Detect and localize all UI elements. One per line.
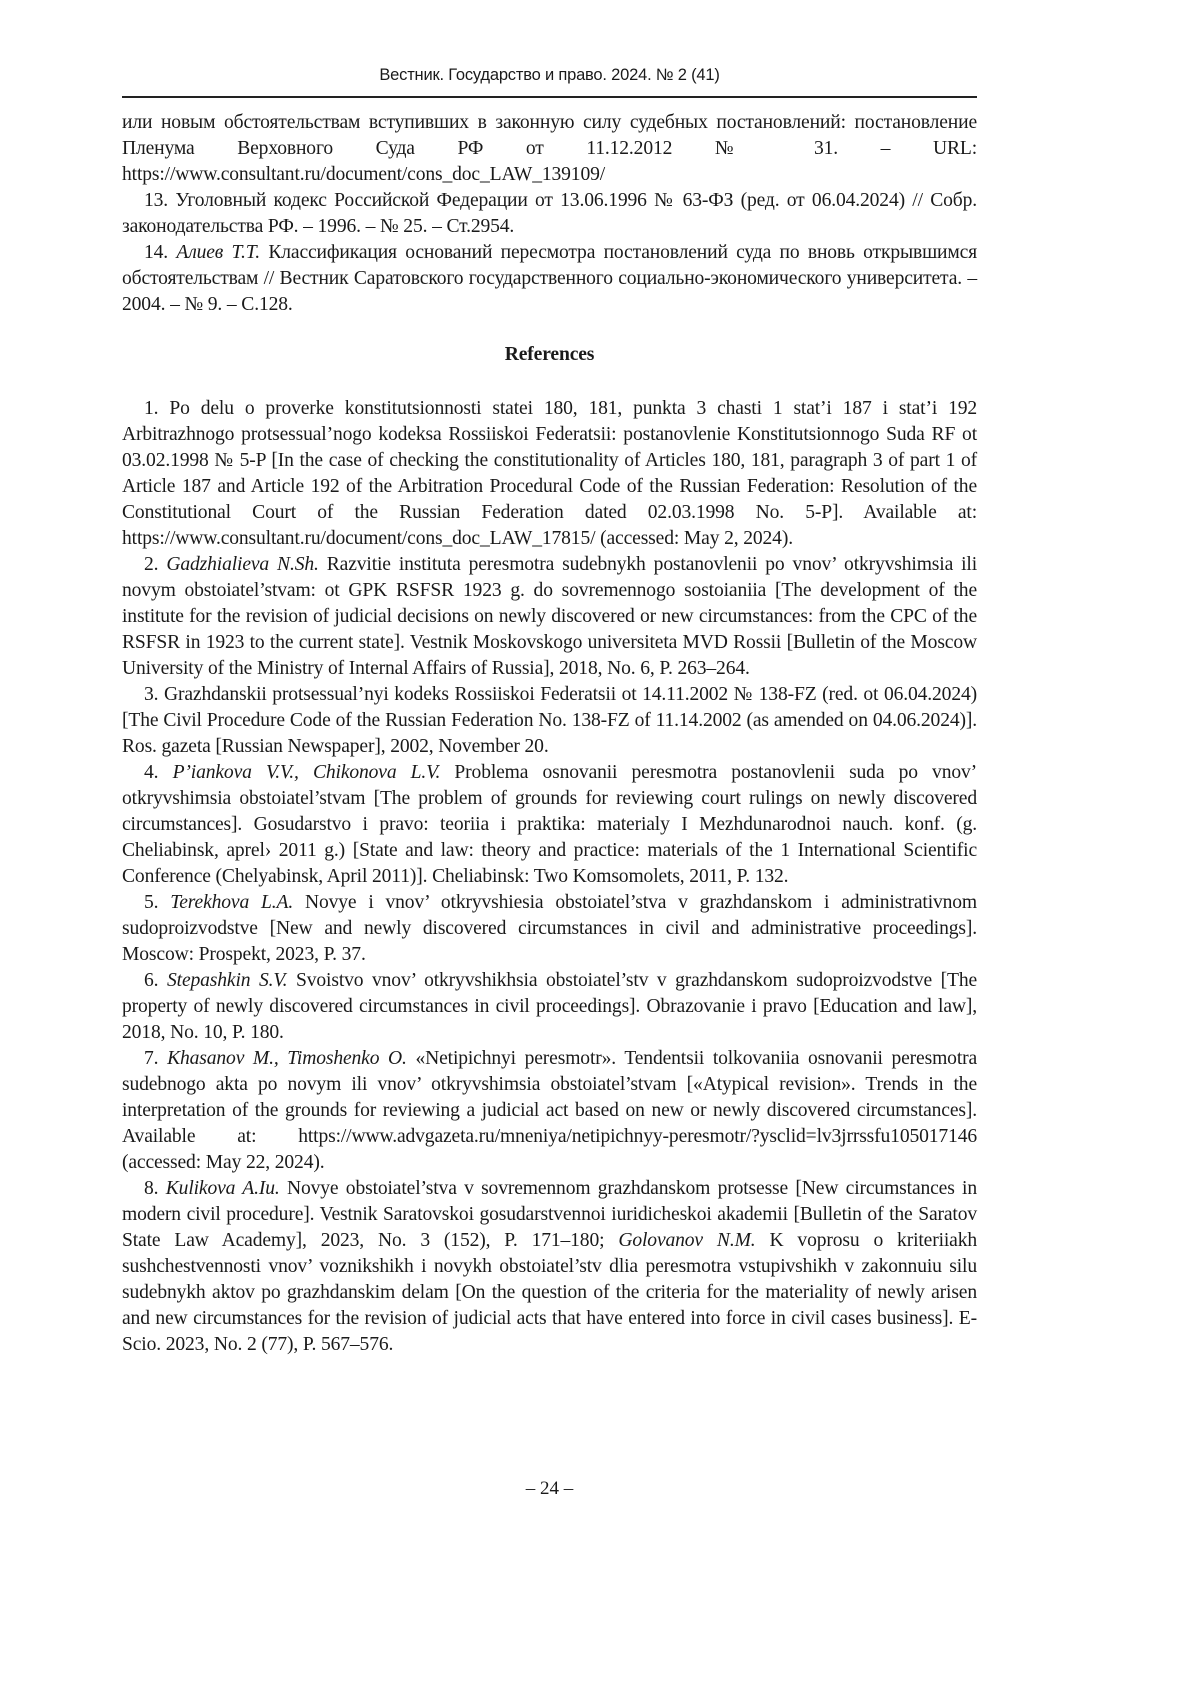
reference-item — [122, 890, 977, 968]
reference-text: Po delu o proverke konstitutsionnosti statei 180, 181, punkta 3 chasti 1 stat’i 187 i stat’i 192 Arbitrazhnogo protsessual’nogo kodeksa Rossiiskoi Federatsii: postanovlenie Konstitutsionnogo Suda RF ot 03.02.1998 № 5-P [In the case of checking the constitutionality of Articles 180, 181, paragraph 3 of part 1 of Article 187 and Article 192 of the Arbitration Procedural Code of the Russian Federation: Resolution of the Constitutional Court of the Russian Federation dated 02.03.1998 No. 5-P]. Available at: https://www.consultant.ru/document/cons_doc_LAW_17815/ (accessed: May 2, 2024). — [122, 398, 977, 549]
reference-text: Novye i vnov’ otkryvshiesia obstoiatel’stva v grazhdanskom i administrativnom sudoproizvodstve [New and newly discovered circumstances in civil and administrative proceedings]. Moscow: Prospekt, 2023, P. 37. — [122, 892, 977, 965]
reference-text: Классификация оснований пересмотра постановлений суда по вновь открывшимся обстоятельствам // Вестник Саратовского государственного социально-экономического университета. – 2004. – № 9. – С.128. — [122, 242, 977, 315]
reference-text: Уголовный кодекс Российской Федерации от 13.06.1996 № 63-ФЗ (ред. от 06.04.2024) // Собр. законодательства РФ. – 1996. – № 25. – Ст.2954. — [122, 190, 977, 237]
reference-author: Gadzhialieva N.Sh. — [166, 554, 318, 575]
reference-number: 13. — [144, 190, 168, 211]
reference-item — [122, 968, 977, 1046]
reference-item — [122, 760, 977, 890]
reference-number: 7. — [144, 1048, 158, 1069]
reference-item — [122, 188, 977, 240]
references-heading: References — [122, 342, 977, 368]
reference-number: 2. — [144, 554, 158, 575]
reference-author: Golovanov N.M. — [618, 1230, 755, 1251]
reference-text: Razvitie instituta peresmotra sudebnykh postanovlenii po vnov’ otkryvshimsia ili novym obstoiatel’stvam: ot GPK RSFSR 1923 g. do sovremennogo sostoianiia [The development of the institute for the revision of judicial decisions on newly discovered or new circumstances: from the CPC of the RSFSR in 1923 to the current state]. Vestnik Moskovskogo universiteta MVD Rossii [Bulletin of the Moscow University of the Ministry of Internal Affairs of Russia], 2018, No. 6, P. 263–264. — [122, 554, 977, 679]
reference-author: Khasanov M., Timoshenko O. — [167, 1048, 407, 1069]
reference-author: Stepashkin S.V. — [167, 970, 287, 991]
reference-number: 1. — [144, 398, 158, 419]
reference-item — [122, 1046, 977, 1176]
reference-number: 14. — [144, 242, 168, 263]
continued-reference: или новым обстоятельствам вступивших в законную силу судебных постановлений: постановление Пленума Верховного Суда РФ от 11.12.2012 № 31. – URL: https://www.consultant.ru/document/cons_doc_LAW_139109/ — [122, 110, 977, 188]
reference-number: 8. — [144, 1178, 158, 1199]
reference-author: Terekhova L.A. — [170, 892, 293, 913]
russian-reference-list — [122, 188, 977, 318]
page-body — [122, 110, 977, 1358]
reference-item — [122, 240, 977, 318]
reference-number: 5. — [144, 892, 158, 913]
reference-item — [122, 552, 977, 682]
reference-item — [122, 682, 977, 760]
reference-author: Kulikova A.Iu. — [166, 1178, 280, 1199]
reference-text: Grazhdanskii protsessual’nyi kodeks Rossiiskoi Federatsii ot 14.11.2002 № 138-FZ (red. ot 06.04.2024) [The Civil Procedure Code of the Russian Federation No. 138-FZ of 11.14.2002 (as amended on 04.06.2024)]. Ros. gazeta [Russian Newspaper], 2002, November 20. — [122, 684, 977, 757]
running-header: Вестник. Государство и право. 2024. № 2 (41) — [122, 66, 977, 85]
reference-text: Novye obstoiatel’stva v sovremennom grazhdanskom protsesse [New circumstances in modern civil procedure]. Vestnik Saratovskoi gosudarstvennoi iuridicheskoi akademii [Bulletin of the Saratov State Law Academy], 2023, No. 3 (152), P. 171–180; — [122, 1178, 977, 1251]
reference-number: 3. — [144, 684, 158, 705]
reference-text: «Netipichnyi peresmotr». Tendentsii tolkovaniia osnovanii peresmotra sudebnogo akta po novym ili vnov’ otkryvshimsia obstoiatel’stvam [«Atypical revision». Trends in the interpretation of the grounds for reviewing a judicial act based on new or newly discovered circumstances]. Available at: https://www.advgazeta.ru/mneniya/netipichnyy-peresmotr/?ysclid=lv3jrrssfu105017146 (accessed: May 22, 2024). — [122, 1048, 977, 1173]
reference-item — [122, 396, 977, 552]
reference-text: Problema osnovanii peresmotra postanovlenii suda po vnov’ otkryvshimsia obstoiatel’stvam [The problem of grounds for reviewing court rulings on newly discovered circumstances]. Gosudarstvo i pravo: teoriia i praktika: materialy I Mezhdunarodnoi nauch. konf. (g. Cheliabinsk, aprel› 2011 g.) [State and law: theory and practice: materials of the 1 International Scientific Conference (Chelyabinsk, April 2011)]. Cheliabinsk: Two Komsomolets, 2011, P. 132. — [122, 762, 977, 887]
references-list — [122, 396, 977, 1358]
reference-text: K voprosu o kriteriiakh sushchestvennosti vnov’ voznikshikh i novykh obstoiatel’stv dlia peresmotra vstupivshikh v zakonnuiu silu sudebnykh aktov po grazhdanskim delam [On the question of the criteria for the materiality of newly arisen and new circumstances for the revision of judicial acts that have entered into force in civil cases business]. E-Scio. 2023, No. 2 (77), P. 567–576. — [122, 1230, 977, 1355]
page-number: – 24 – — [122, 1478, 977, 1500]
reference-number: 6. — [144, 970, 158, 991]
reference-author: Алиев Т.Т. — [176, 242, 260, 263]
header-rule — [122, 96, 977, 98]
reference-text: Svoistvo vnov’ otkryvshikhsia obstoiatel’stv v grazhdanskom sudoproizvodstve [The property of newly discovered circumstances in civil proceedings]. Obrazovanie i pravo [Education and law], 2018, No. 10, P. 180. — [122, 970, 977, 1043]
reference-number: 4. — [144, 762, 158, 783]
reference-author: P’iankova V.V., Chikonova L.V. — [173, 762, 441, 783]
reference-item — [122, 1176, 977, 1358]
